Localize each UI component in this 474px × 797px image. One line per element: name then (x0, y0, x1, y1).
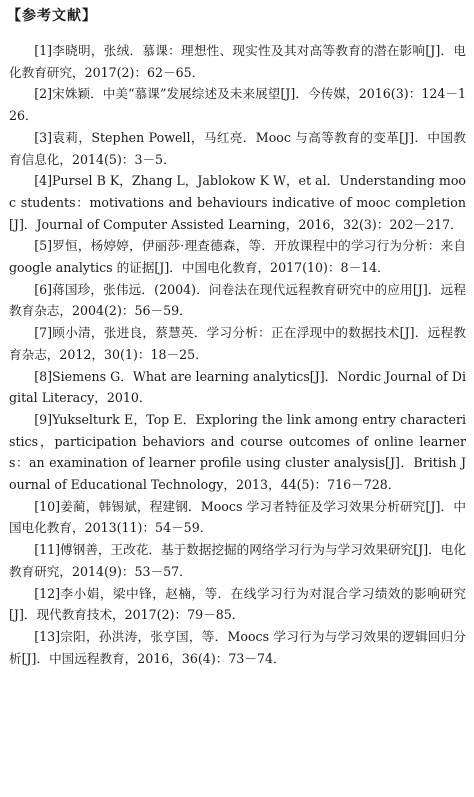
reference-item-13: [13]宗阳，孙洪涛，张亨国，等．Moocs 学习行为与学习效果的逻辑回归分析[J]．中国远程教育，2016，36(4)：73－74． (9, 628, 466, 666)
references-heading: 【参考文献】 (7, 8, 97, 24)
reference-item-5: [5]罗恒，杨婷婷，伊丽莎·理查德森，等．开放课程中的学习行为分析：来自 google analytics 的证据[J]．中国电化教育，2017(10)：8－14． (9, 238, 466, 276)
reference-item-1: [1]李晓明，张绒．慕课：理想性、现实性及其对高等教育的潜在影响[J]．电化教育研究，2017(2)：62－65． (9, 43, 466, 80)
reference-item-9: [9]Yukselturk E，Top E．Exploring the link among entry characteristics，participation behaviors and course outcomes of online learners：an examination of learner profile using cluster analysis[J]．British Journal of Educational Technology，2013，44(5)：716－728． (9, 411, 466, 493)
reference-item-10: [10]姜蔺，韩锡斌，程建钢．Moocs 学习者特征及学习效果分析研究[J]．中国电化教育，2013(11)：54－59． (9, 498, 466, 536)
reference-list (9, 40, 466, 669)
reference-item-11: [11]傅钢善，王改花．基于数据挖掘的网络学习行为与学习效果研究[J]．电化教育研究，2014(9)：53－57． (9, 542, 466, 579)
reference-item-4: [4]Pursel B K，Zhang L，Jablokow K W，et al．Understanding mooc students：motivations and behaviours indicative of mooc completion[J]．Journal of Computer Assisted Learning，2016，32(3)：202－217． (9, 173, 466, 232)
reference-item-6: [6]蒋国珍，张伟远．(2004)．问卷法在现代远程教育研究中的应用[J]．远程教育杂志，2004(2)：56－59． (9, 281, 466, 319)
reference-item-3: [3]袁莉，Stephen Powell，马红亮．Mooc 与高等教育的变革[J]．中国教育信息化，2014(5)：3－5． (9, 129, 466, 167)
reference-item-2: [2]宋姝颖．中美“慕课”发展综述及未来展望[J]．今传媒，2016(3)：124－126． (9, 86, 466, 124)
reference-item-8: [8]Siemens G．What are learning analytics[J]．Nordic Journal of Digital Literacy，2010． (9, 368, 466, 406)
reference-item-7: [7]顾小清，张进良，蔡慧英．学习分析：正在浮现中的数据技术[J]．远程教育杂志，2012，30(1)：18－25． (9, 325, 466, 362)
reference-item-12: [12]李小娟，梁中锋，赵楠，等．在线学习行为对混合学习绩效的影响研究[J]．现代教育技术，2017(2)：79－85． (9, 585, 466, 623)
